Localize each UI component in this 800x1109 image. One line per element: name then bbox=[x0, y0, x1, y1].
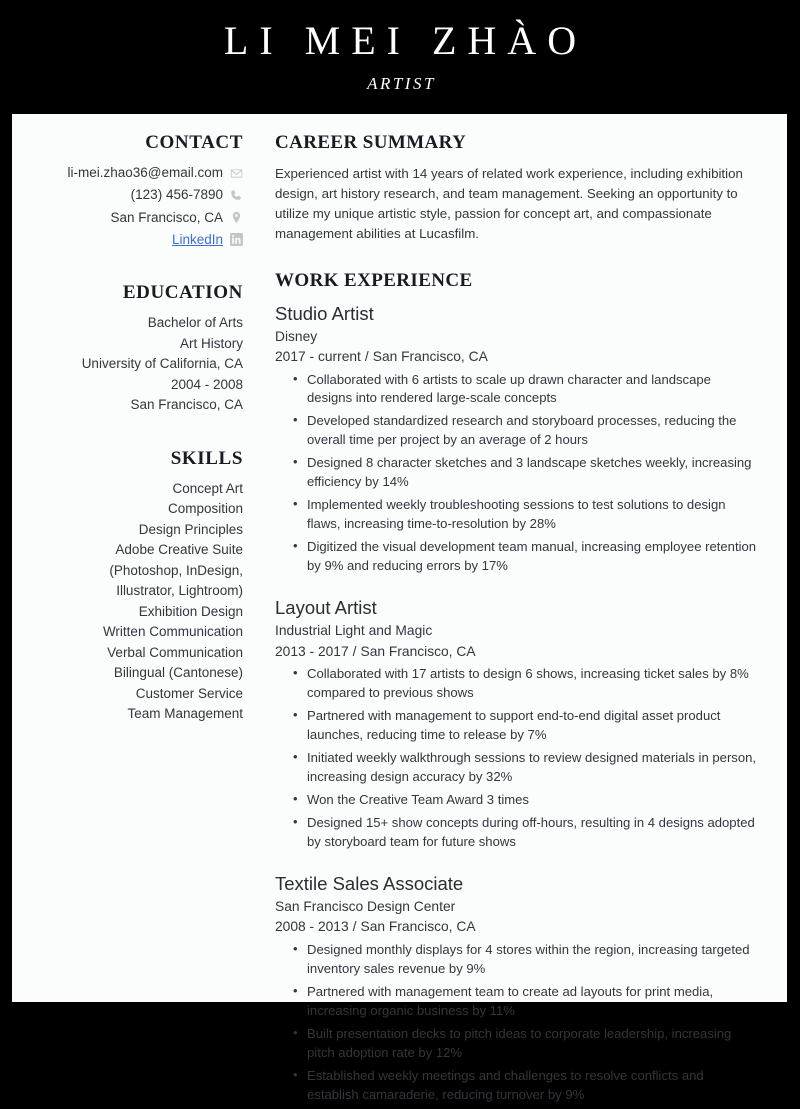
education-section-heading: EDUCATION bbox=[122, 282, 243, 303]
work-experience-heading: WORK EXPERIENCE bbox=[275, 269, 473, 291]
job-bullet: • Designed monthly displays for 4 stores within the region, increasing targeted inventory sales revenue by 9% bbox=[307, 941, 757, 979]
job-bullet: • Established weekly meetings and challenges to resolve conflicts and establish camaraderie, reducing turnover by 9% bbox=[307, 1067, 757, 1105]
job-meta bbox=[275, 917, 757, 936]
location-pin-icon bbox=[230, 211, 243, 224]
skill-item: Team Management bbox=[127, 706, 243, 722]
job-bullet-list bbox=[275, 941, 757, 1105]
skill-item: Adobe Creative Suite bbox=[115, 542, 243, 558]
contact-section-heading: CONTACT bbox=[145, 132, 243, 153]
education-line: Art History bbox=[179, 335, 243, 351]
job-bullet: • Won the Creative Team Award 3 times bbox=[307, 791, 757, 810]
skill-item: Verbal Communication bbox=[107, 644, 243, 660]
job-location: San Francisco, CA bbox=[360, 919, 476, 935]
sidebar-column bbox=[12, 114, 257, 725]
skill-item: Customer Service bbox=[135, 685, 243, 701]
meta-separator: / bbox=[364, 349, 369, 365]
job-bullet: • Digitized the visual development team manual, increasing employee retention by 9% and reducing errors by 17% bbox=[307, 538, 757, 576]
education-list bbox=[30, 313, 243, 416]
job-bullet: • Partnered with management to support end-to-end digital asset product launches, reducing time to release by 7% bbox=[307, 707, 757, 745]
job-dates: 2017 - current bbox=[275, 349, 361, 365]
experience-entry bbox=[275, 872, 757, 1105]
job-company: Industrial Light and Magic bbox=[275, 623, 433, 639]
experience-entry bbox=[275, 302, 757, 577]
job-dates: 2008 - 2013 bbox=[275, 919, 349, 935]
meta-separator: / bbox=[352, 919, 357, 935]
job-bullet: • Developed standardized research and storyboard processes, reducing the overall time per project by an average of 2 hours bbox=[307, 412, 757, 450]
contact-list bbox=[30, 163, 243, 250]
education-line: Bachelor of Arts bbox=[147, 315, 243, 330]
candidate-name: LI MEI ZHÀO bbox=[223, 18, 588, 63]
job-bullet-list bbox=[275, 665, 757, 852]
candidate-role: ARTIST bbox=[367, 74, 436, 93]
contact-item-email bbox=[30, 163, 243, 183]
resume-page-sheet bbox=[12, 114, 787, 1102]
linkedin-link[interactable]: LinkedIn bbox=[171, 231, 223, 247]
contact-phone-text: (123) 456-7890 bbox=[130, 187, 223, 203]
education-line: 2004 - 2008 bbox=[170, 376, 243, 392]
skill-item: Exhibition Design bbox=[138, 603, 243, 619]
job-meta bbox=[275, 347, 757, 366]
phone-icon bbox=[230, 189, 243, 202]
skill-item: Written Communication bbox=[102, 624, 243, 640]
skills-list bbox=[30, 479, 243, 725]
experience-entry bbox=[275, 596, 757, 852]
contact-item-phone bbox=[30, 185, 243, 205]
envelope-icon bbox=[230, 167, 243, 180]
job-title: Layout Artist bbox=[275, 597, 377, 619]
skill-item: Bilingual (Cantonese) bbox=[113, 665, 243, 681]
job-bullet: • Partnered with management team to create ad layouts for print media, increasing organic business by 11% bbox=[307, 983, 757, 1021]
job-company: Disney bbox=[275, 328, 318, 344]
contact-item-linkedin[interactable] bbox=[30, 230, 243, 250]
career-summary-heading: CAREER SUMMARY bbox=[275, 132, 467, 153]
contact-email-text: li-mei.zhao36@email.com bbox=[67, 165, 223, 180]
skills-section-heading: SKILLS bbox=[170, 447, 243, 469]
skill-item: Concept Art bbox=[172, 480, 243, 496]
education-line: University of California, CA bbox=[81, 356, 243, 372]
resume-header bbox=[0, 0, 800, 114]
education-line: San Francisco, CA bbox=[130, 397, 243, 413]
meta-separator: / bbox=[352, 643, 357, 659]
job-bullet: • Implemented weekly troubleshooting sessions to test solutions to design flaws, increasing time-to-resolution by 28% bbox=[307, 496, 757, 534]
job-location: San Francisco, CA bbox=[372, 349, 488, 365]
main-column bbox=[257, 114, 787, 1109]
linkedin-icon[interactable] bbox=[230, 233, 243, 246]
skill-item: Composition bbox=[167, 501, 243, 517]
job-bullet: • Built presentation decks to pitch ideas to corporate leadership, increasing pitch adoption rate by 12% bbox=[307, 1025, 757, 1063]
job-bullet: • Initiated weekly walkthrough sessions to review designed materials in person, increasing design accuracy by 32% bbox=[307, 749, 757, 787]
skill-item: (Photoshop, InDesign, bbox=[109, 562, 243, 578]
job-title: Studio Artist bbox=[275, 302, 374, 324]
job-meta bbox=[275, 642, 757, 661]
job-dates: 2013 - 2017 bbox=[275, 643, 349, 659]
job-bullet: • Collaborated with 6 artists to scale up drawn character and landscape designs into rendered large-scale concepts bbox=[307, 371, 757, 409]
job-bullet: • Designed 15+ show concepts during off-hours, resulting in 4 designs adopted by storyboard team for future shows bbox=[307, 814, 757, 852]
job-location: San Francisco, CA bbox=[360, 643, 476, 659]
job-bullet: • Designed 8 character sketches and 3 landscape sketches weekly, increasing efficiency by 14% bbox=[307, 454, 757, 492]
skill-item: Design Principles bbox=[138, 521, 243, 537]
job-bullet: • Collaborated with 17 artists to design 6 shows, increasing ticket sales by 8% compared to previous shows bbox=[307, 665, 757, 703]
contact-location-text: San Francisco, CA bbox=[110, 209, 223, 225]
job-bullet-list bbox=[275, 371, 757, 577]
skill-item: Illustrator, Lightroom) bbox=[116, 583, 243, 599]
job-title: Textile Sales Associate bbox=[275, 872, 464, 894]
career-summary-text: Experienced artist with 14 years of related work experience, including exhibition design, art history research, and team management. Seeking an opportunity to utilize my unique artistic style, passion for concept art, and compassionate management abilities at Lucasfilm. bbox=[275, 166, 743, 241]
job-company: San Francisco Design Center bbox=[275, 899, 456, 915]
contact-item-location bbox=[30, 208, 243, 228]
